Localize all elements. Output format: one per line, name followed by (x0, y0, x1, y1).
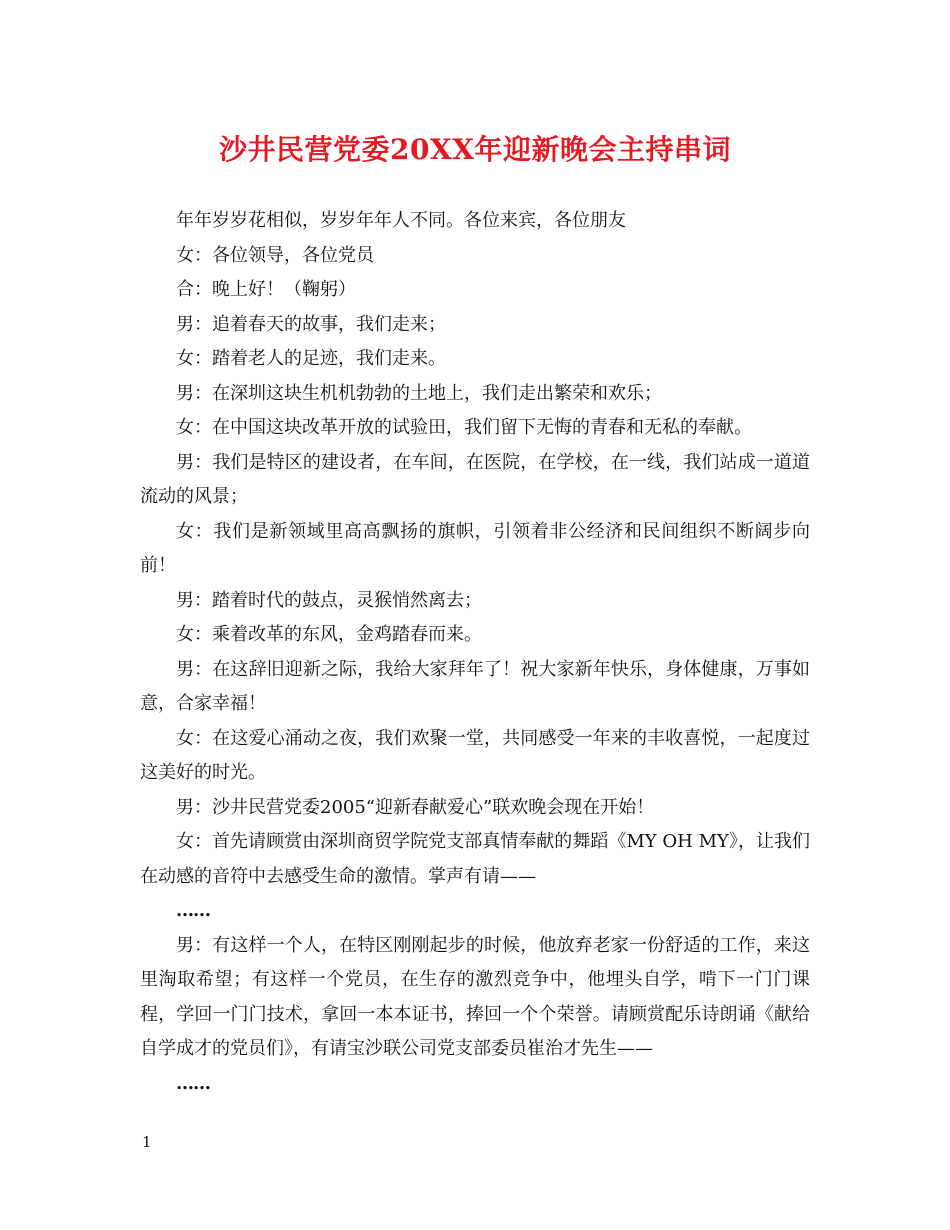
body-paragraph: 男：有这样一个人，在特区刚刚起步的时候，他放弃老家一份舒适的工作，来这里淘取希望；有这样一个党员，在生存的激烈竞争中，他埋头自学，啃下一门门课程，学回一门门技术，拿回一本本证书，捧回一个个荣誉。请顾赏配乐诗朗诵《献给自学成才的党员们》，有请宝沙联公司党支部委员崔治才先生—— (140, 934, 810, 1059)
document-title: 沙井民营党委20XX年迎新晚会主持串词 (219, 133, 731, 166)
body-paragraph: 男：沙井民营党委2005“迎新春献爱心”联欢晚会现在开始！ (176, 796, 655, 818)
ellipsis-line: …… (176, 900, 210, 921)
body-paragraph: 男：我们是特区的建设者，在车间，在医院，在学校，在一线，我们站成一道道流动的风景； (140, 451, 810, 507)
body-paragraph: 男：踏着时代的鼓点，灵猴悄然离去； (176, 589, 482, 611)
document-body (140, 204, 810, 1101)
body-paragraph: 女：我们是新领域里高高飘扬的旗帜，引领着非公经济和民间组织不断阔步向前！ (140, 520, 810, 576)
body-paragraph: 女：踏着老人的足迹，我们走来。 (176, 348, 446, 369)
body-paragraph: 男：在这辞旧迎新之际，我给大家拜年了！祝大家新年快乐，身体健康，万事如意，合家幸福！ (140, 658, 810, 714)
body-paragraph: 男：在深圳这块生机机勃勃的土地上，我们走出繁荣和欢乐； (176, 382, 662, 404)
body-paragraph: 女：乘着改革的东风，金鸡踏春而来。 (176, 624, 482, 645)
body-paragraph: 男：追着春天的故事，我们走来； (176, 313, 446, 335)
ellipsis-line: …… (176, 1072, 210, 1094)
body-paragraph: 合：晚上好！（鞠躬） (176, 279, 356, 300)
body-paragraph: 年年岁岁花相似，岁岁年年人不同。各位来宾，各位朋友 (176, 210, 626, 231)
body-paragraph: 女：在这爱心涌动之夜，我们欢聚一堂，共同感受一年来的丰收喜悦，一起度过这美好的时光。 (140, 727, 810, 783)
body-paragraph: 女：在中国这块改革开放的试验田，我们留下无悔的青春和无私的奉献。 (176, 417, 752, 438)
page-number: 1 (142, 1133, 152, 1151)
body-paragraph: 女：各位领导，各位党员 (176, 244, 374, 266)
body-paragraph: 女：首先请顾赏由深圳商贸学院党支部真情奉献的舞蹈《MY OH MY》，让我们在动感的音符中去感受生命的激情。掌声有请—— (140, 831, 810, 887)
